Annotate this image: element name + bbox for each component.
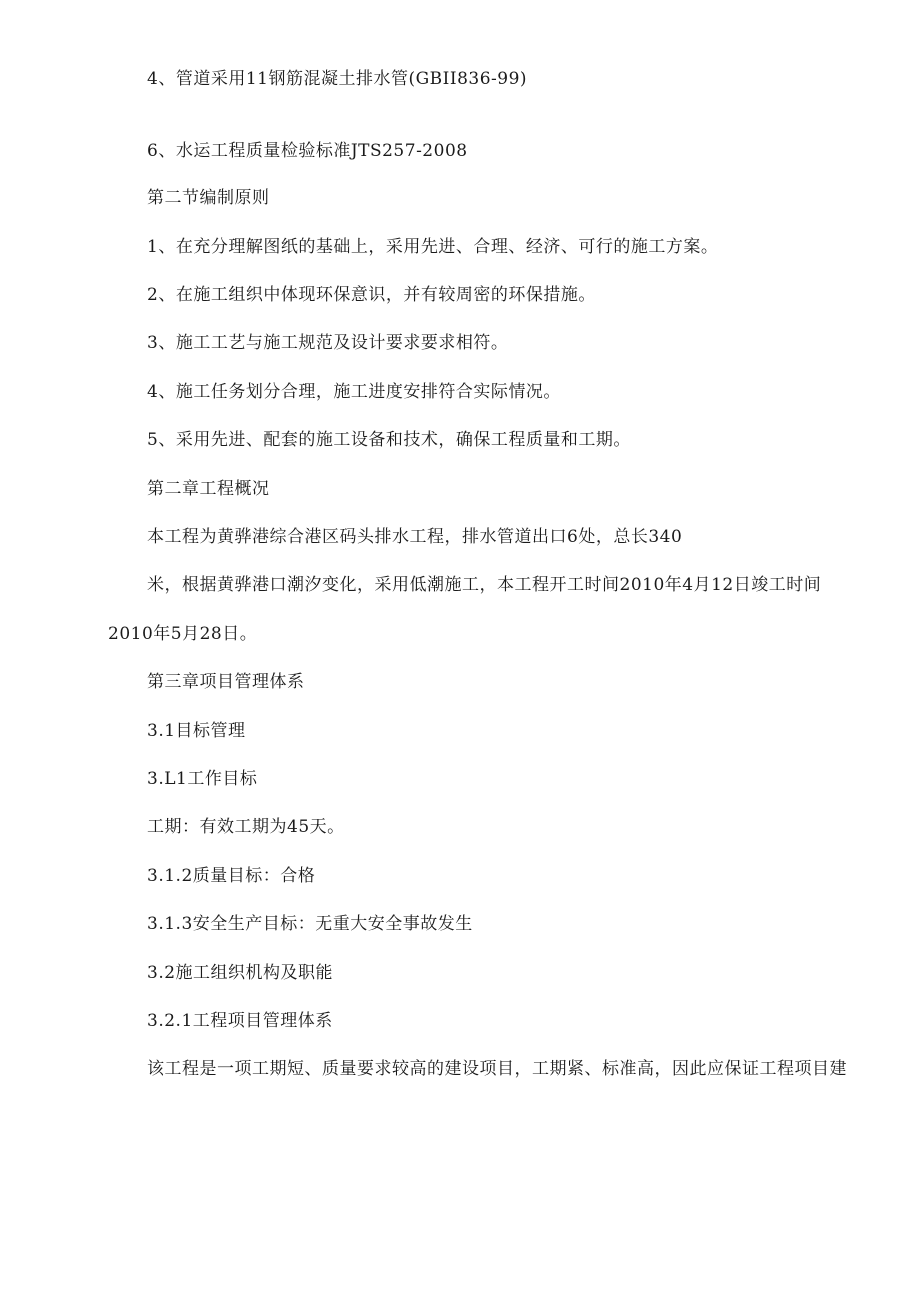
- text-line: 工期：有效工期为45天。: [147, 817, 345, 837]
- text-line: 2010年5月28日。: [108, 624, 258, 644]
- text-line: 1、在充分理解图纸的基础上，采用先进、合理、经济、可行的施工方案。: [147, 237, 719, 257]
- subsection-heading: 3.L1工作目标: [147, 769, 258, 789]
- chapter-heading: 第三章项目管理体系: [147, 672, 305, 692]
- text-line: 6、水运工程质量检验标准JTS257-2008: [147, 141, 468, 161]
- text-line: 5、采用先进、配套的施工设备和技术，确保工程质量和工期。: [147, 430, 631, 450]
- chapter-heading: 第二章工程概况: [147, 479, 270, 499]
- section-heading: 第二节编制原则: [147, 188, 270, 208]
- text-line: 3.1.2质量目标：合格: [147, 866, 316, 886]
- section-heading: 3.1目标管理: [147, 721, 246, 741]
- text-line: 该工程是一项工期短、质量要求较高的建设项目，工期紧、标准高，因此应保证工程项目建: [147, 1059, 847, 1079]
- text-line: 3、施工工艺与施工规范及设计要求要求相符。: [147, 333, 509, 353]
- text-line: 米，根据黄骅港口潮汐变化，采用低潮施工，本工程开工时间2010年4月12日竣工时间: [147, 575, 822, 595]
- text-line: 4、管道采用11钢筋混凝土排水管(GBII836-99): [147, 69, 528, 89]
- subsection-heading: 3.2.1工程项目管理体系: [147, 1011, 333, 1031]
- text-line: 3.1.3安全生产目标：无重大安全事故发生: [147, 914, 473, 934]
- text-line: 4、施工任务划分合理，施工进度安排符合实际情况。: [147, 382, 561, 402]
- section-heading: 3.2施工组织机构及职能: [147, 963, 334, 983]
- text-line: 本工程为黄骅港综合港区码头排水工程，排水管道出口6处，总长340: [147, 527, 683, 547]
- text-line: 2、在施工组织中体现环保意识，并有较周密的环保措施。: [147, 285, 596, 305]
